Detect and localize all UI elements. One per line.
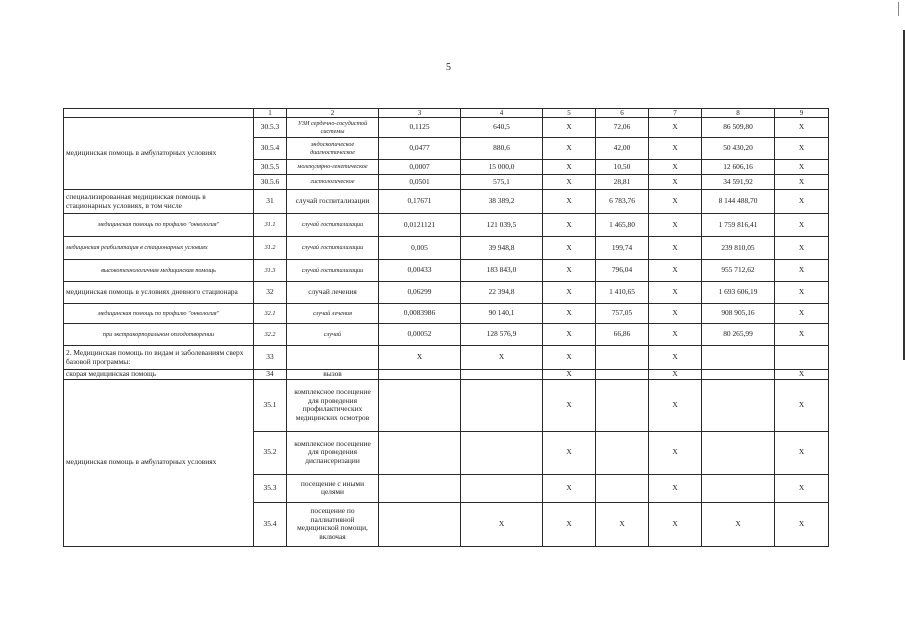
header-cell: 5	[543, 109, 596, 118]
row-name: специализированная медицинская помощь в стационарных условиях, в том числе	[64, 190, 254, 214]
cell-c5: X	[543, 138, 596, 160]
row-unit: молекулярно-генетическое	[287, 160, 379, 175]
table-row	[64, 190, 829, 214]
row-unit: случай госпитализации	[287, 190, 379, 214]
cell-c3: 0,0007	[379, 160, 461, 175]
row-code: 31.1	[254, 214, 287, 237]
row-code: 31.2	[254, 237, 287, 260]
cell-c5: X	[543, 431, 596, 474]
cell-c3	[379, 431, 461, 474]
cell-c3: 0,00052	[379, 324, 461, 346]
row-name: при экстракорпоральном оплодотворении	[64, 324, 254, 346]
header-row	[64, 109, 829, 118]
cell-c4: 640,5	[461, 118, 543, 138]
cell-c3: 0,1125	[379, 118, 461, 138]
cell-c7: X	[649, 282, 702, 304]
table-row	[64, 370, 829, 380]
cell-c5: X	[543, 190, 596, 214]
cell-c8	[702, 474, 775, 502]
cell-c8: 8 144 488,70	[702, 190, 775, 214]
cell-c9: X	[775, 474, 829, 502]
row-unit: случай	[287, 324, 379, 346]
row-code: 35.2	[254, 431, 287, 474]
row-name: высокотехнологичная медицинская помощь	[64, 260, 254, 282]
cell-c8	[702, 431, 775, 474]
row-code: 32.2	[254, 324, 287, 346]
cell-c4: 880,6	[461, 138, 543, 160]
header-cell: 6	[596, 109, 649, 118]
cell-c9: X	[775, 260, 829, 282]
cell-c6	[596, 431, 649, 474]
row-name: медицинская помощь в условиях дневного стационара	[64, 282, 254, 304]
cell-c5: X	[543, 237, 596, 260]
cell-c4: X	[461, 502, 543, 546]
cell-c6: 1 465,80	[596, 214, 649, 237]
cell-c6: 796,04	[596, 260, 649, 282]
cell-c8: 80 265,99	[702, 324, 775, 346]
cell-c5: X	[543, 304, 596, 324]
header-cell: 3	[379, 109, 461, 118]
cell-c6: 66,86	[596, 324, 649, 346]
row-name: медицинская реабилитация в стационарных условиях	[64, 237, 254, 260]
cell-c3: 0,0501	[379, 175, 461, 190]
table-row	[64, 346, 829, 370]
row-unit: случай госпитализации	[287, 237, 379, 260]
row-unit: посещение с иными целями	[287, 474, 379, 502]
cell-c3	[379, 370, 461, 380]
row-unit: случай лечения	[287, 304, 379, 324]
tariff-table	[63, 108, 829, 547]
cell-c7: X	[649, 370, 702, 380]
cell-c6: 28,81	[596, 175, 649, 190]
row-unit: случай лечения	[287, 282, 379, 304]
cell-c3: 0,0083986	[379, 304, 461, 324]
cell-c6	[596, 346, 649, 370]
cell-c3: 0,06299	[379, 282, 461, 304]
cell-c4: 575,1	[461, 175, 543, 190]
cell-c6	[596, 379, 649, 431]
row-unit	[287, 346, 379, 370]
cell-c9: X	[775, 214, 829, 237]
cell-c7: X	[649, 175, 702, 190]
cell-c8: 239 810,05	[702, 237, 775, 260]
row-name: медицинская помощь в амбулаторных условиях	[64, 118, 254, 190]
cell-c5: X	[543, 379, 596, 431]
table-row	[64, 282, 829, 304]
table-row	[64, 304, 829, 324]
row-code: 31.3	[254, 260, 287, 282]
header-cell: 4	[461, 109, 543, 118]
cell-c4	[461, 370, 543, 380]
cell-c7: X	[649, 474, 702, 502]
cell-c6	[596, 370, 649, 380]
cell-c7: X	[649, 324, 702, 346]
header-cell: 7	[649, 109, 702, 118]
row-unit: комплексное посещение для проведения профилактических медицинских осмотров	[287, 379, 379, 431]
cell-c3: 0,00433	[379, 260, 461, 282]
cell-c8: 34 591,92	[702, 175, 775, 190]
cell-c5: X	[543, 282, 596, 304]
cell-c4: 90 140,1	[461, 304, 543, 324]
cell-c4	[461, 474, 543, 502]
cell-c7: X	[649, 346, 702, 370]
row-code: 30.5.3	[254, 118, 287, 138]
row-unit: комплексное посещение для проведения диспансеризации	[287, 431, 379, 474]
cell-c8: 86 509,80	[702, 118, 775, 138]
cell-c9: X	[775, 431, 829, 474]
header-cell: 1	[254, 109, 287, 118]
cell-c8: 1 693 606,19	[702, 282, 775, 304]
cell-c7: X	[649, 502, 702, 546]
row-code: 32.1	[254, 304, 287, 324]
cell-c5: X	[543, 324, 596, 346]
cell-c6: 757,05	[596, 304, 649, 324]
cell-c9: X	[775, 190, 829, 214]
cell-c6: 72,06	[596, 118, 649, 138]
header-cell: 9	[775, 109, 829, 118]
row-code: 35.4	[254, 502, 287, 546]
cell-c6	[596, 474, 649, 502]
cell-c3: 0,0121121	[379, 214, 461, 237]
row-unit: случай госпитализации	[287, 260, 379, 282]
row-code: 35.1	[254, 379, 287, 431]
row-code: 34	[254, 370, 287, 380]
row-code: 31	[254, 190, 287, 214]
cell-c7: X	[649, 160, 702, 175]
row-code: 33	[254, 346, 287, 370]
cell-c5: X	[543, 260, 596, 282]
cell-c7: X	[649, 118, 702, 138]
cell-c4: 121 039,5	[461, 214, 543, 237]
table-row	[64, 118, 829, 138]
cell-c4: 128 576,9	[461, 324, 543, 346]
cell-c4: 183 843,0	[461, 260, 543, 282]
cell-c5: X	[543, 175, 596, 190]
cell-c3: 0,005	[379, 237, 461, 260]
cell-c4: 22 394,8	[461, 282, 543, 304]
row-unit: вызов	[287, 370, 379, 380]
header-cell: 2	[287, 109, 379, 118]
cell-c3	[379, 502, 461, 546]
cell-c4: 15 000,0	[461, 160, 543, 175]
cell-c7: X	[649, 431, 702, 474]
header-cell-empty	[64, 109, 254, 118]
cell-c8	[702, 346, 775, 370]
row-name: медицинская помощь по профилю "онкология"	[64, 304, 254, 324]
cell-c3	[379, 379, 461, 431]
cell-c8: 50 430,20	[702, 138, 775, 160]
row-code: 30.5.6	[254, 175, 287, 190]
cell-c7: X	[649, 379, 702, 431]
cell-c3: X	[379, 346, 461, 370]
cell-c5: X	[543, 346, 596, 370]
cell-c5: X	[543, 160, 596, 175]
cell-c9: X	[775, 282, 829, 304]
cell-c5: X	[543, 502, 596, 546]
row-unit: гистологическое	[287, 175, 379, 190]
cell-c9: X	[775, 160, 829, 175]
cell-c8	[702, 379, 775, 431]
cell-c9: X	[775, 138, 829, 160]
row-name: скорая медицинская помощь	[64, 370, 254, 380]
table-row	[64, 324, 829, 346]
cell-c9: X	[775, 175, 829, 190]
cell-c8: 12 606,16	[702, 160, 775, 175]
cell-c7: X	[649, 237, 702, 260]
cell-c3	[379, 474, 461, 502]
cell-c5: X	[543, 118, 596, 138]
cell-c6: X	[596, 502, 649, 546]
cell-c4: 39 948,8	[461, 237, 543, 260]
cell-c9	[775, 346, 829, 370]
row-code: 35.3	[254, 474, 287, 502]
scan-edge-tick	[898, 2, 899, 16]
cell-c8: X	[702, 502, 775, 546]
row-name: медицинская помощь по профилю "онкология"	[64, 214, 254, 237]
cell-c4	[461, 431, 543, 474]
row-code: 30.5.5	[254, 160, 287, 175]
cell-c6: 199,74	[596, 237, 649, 260]
row-unit: случай госпитализации	[287, 214, 379, 237]
cell-c9: X	[775, 237, 829, 260]
cell-c6: 6 783,76	[596, 190, 649, 214]
cell-c9: X	[775, 502, 829, 546]
cell-c8	[702, 370, 775, 380]
cell-c4: 38 389,2	[461, 190, 543, 214]
row-unit: УЗИ сердечно-сосудистой системы	[287, 118, 379, 138]
cell-c8: 1 759 816,41	[702, 214, 775, 237]
row-code: 32	[254, 282, 287, 304]
cell-c6: 42,00	[596, 138, 649, 160]
header-cell: 8	[702, 109, 775, 118]
page-number: 5	[446, 62, 451, 73]
table-row	[64, 379, 829, 431]
cell-c9: X	[775, 324, 829, 346]
cell-c3: 0,0477	[379, 138, 461, 160]
cell-c7: X	[649, 214, 702, 237]
row-code: 30.5.4	[254, 138, 287, 160]
cell-c7: X	[649, 260, 702, 282]
cell-c4	[461, 379, 543, 431]
cell-c5: X	[543, 474, 596, 502]
cell-c9: X	[775, 370, 829, 380]
cell-c5: X	[543, 370, 596, 380]
cell-c5: X	[543, 214, 596, 237]
cell-c9: X	[775, 304, 829, 324]
cell-c7: X	[649, 304, 702, 324]
table-row	[64, 260, 829, 282]
cell-c3: 0,17671	[379, 190, 461, 214]
cell-c8: 955 712,62	[702, 260, 775, 282]
cell-c4: X	[461, 346, 543, 370]
cell-c8: 908 905,16	[702, 304, 775, 324]
table-row	[64, 214, 829, 237]
row-unit: эндоскопическое диагностическое	[287, 138, 379, 160]
table-row	[64, 237, 829, 260]
row-name: 2. Медицинская помощь по видам и заболеваниям сверх базовой программы:	[64, 346, 254, 370]
row-name: медицинская помощь в амбулаторных условиях	[64, 379, 254, 546]
cell-c6: 10,50	[596, 160, 649, 175]
cell-c9: X	[775, 118, 829, 138]
cell-c7: X	[649, 190, 702, 214]
row-unit: посещение по паллиативной медицинской помощи, включая	[287, 502, 379, 546]
cell-c6: 1 410,65	[596, 282, 649, 304]
cell-c7: X	[649, 138, 702, 160]
cell-c9: X	[775, 379, 829, 431]
